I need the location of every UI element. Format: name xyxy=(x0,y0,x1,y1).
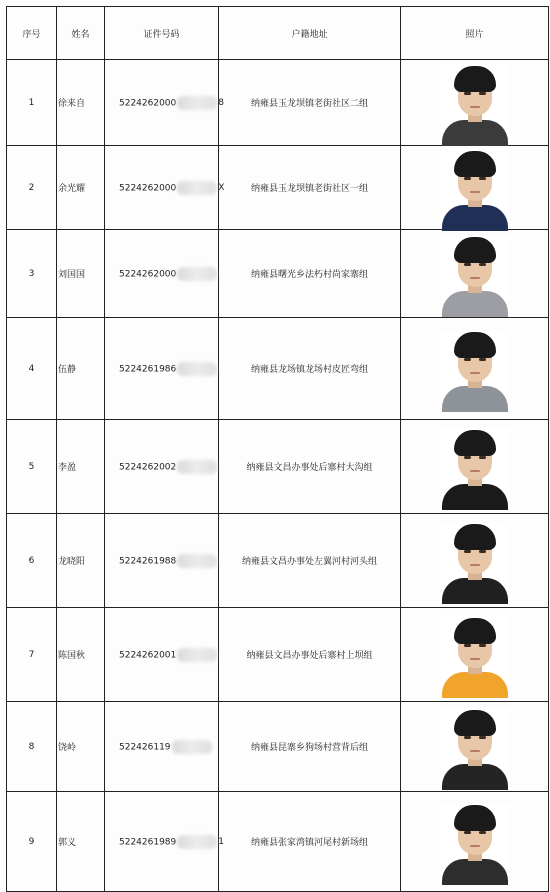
row-index: 3 xyxy=(7,230,57,318)
row-name: 龙晓阳 xyxy=(57,514,105,608)
row-index: 1 xyxy=(7,60,57,146)
row-address: 纳雍县文昌办事处后寨村大沟组 xyxy=(219,420,401,514)
row-address: 纳雍县文昌办事处左翼河村河头组 xyxy=(219,514,401,608)
header-index: 序号 xyxy=(7,7,57,60)
table-row xyxy=(7,318,549,420)
row-id-number xyxy=(105,420,219,514)
table-row xyxy=(7,420,549,514)
row-photo-cell xyxy=(401,146,549,230)
portrait-hair xyxy=(454,66,496,92)
row-name: 李盈 xyxy=(57,420,105,514)
id-number-prefix: 5224261988 xyxy=(119,556,177,566)
person-table xyxy=(6,6,549,892)
table-row xyxy=(7,146,549,230)
header-photo: 照片 xyxy=(401,7,549,60)
row-photo-cell xyxy=(401,420,549,514)
row-photo-cell xyxy=(401,792,549,892)
row-index: 8 xyxy=(7,702,57,792)
portrait-body xyxy=(442,672,508,698)
row-index: 2 xyxy=(7,146,57,230)
row-name: 郭义 xyxy=(57,792,105,892)
id-number-prefix: 5224262000 xyxy=(119,98,177,108)
portrait-eye xyxy=(479,456,486,459)
portrait-eye xyxy=(479,644,486,647)
id-number-prefix: 522426119 xyxy=(119,742,171,752)
row-address: 纳雍县龙场镇龙场村皮匠弯组 xyxy=(219,318,401,420)
portrait-hair xyxy=(454,710,496,736)
row-address: 纳雍县曙光乡法朽村尚家寨组 xyxy=(219,230,401,318)
table-row xyxy=(7,702,549,792)
row-name: 徐来自 xyxy=(57,60,105,146)
row-name: 余光耀 xyxy=(57,146,105,230)
row-photo-cell xyxy=(401,318,549,420)
row-index: 4 xyxy=(7,318,57,420)
row-name: 刘国国 xyxy=(57,230,105,318)
row-photo-cell xyxy=(401,230,549,318)
id-number-suffix: X xyxy=(218,183,225,193)
portrait-mouth xyxy=(470,277,480,279)
portrait-hair xyxy=(454,524,496,550)
id-number-prefix: 5224262000 xyxy=(119,183,177,193)
row-id-number xyxy=(105,792,224,892)
redaction-blur xyxy=(177,835,217,849)
row-photo-cell xyxy=(401,702,549,792)
portrait-photo xyxy=(440,64,510,142)
redaction-blur xyxy=(177,362,217,376)
portrait-eye xyxy=(464,456,471,459)
row-id-number xyxy=(105,60,224,146)
portrait-photo xyxy=(440,149,510,227)
portrait-eye xyxy=(464,358,471,361)
id-number-suffix: 1 xyxy=(218,837,224,847)
portrait-eye xyxy=(479,177,486,180)
portrait-photo xyxy=(440,428,510,506)
portrait-eye xyxy=(464,831,471,834)
portrait-eye xyxy=(479,550,486,553)
portrait-photo xyxy=(440,803,510,881)
portrait-eye xyxy=(479,263,486,266)
table-row xyxy=(7,60,549,146)
header-address: 户籍地址 xyxy=(219,7,401,60)
portrait-eye xyxy=(464,92,471,95)
portrait-mouth xyxy=(470,372,480,374)
redaction-blur xyxy=(177,460,217,474)
portrait-hair xyxy=(454,151,496,177)
portrait-eye xyxy=(464,736,471,739)
table-row xyxy=(7,514,549,608)
row-index: 5 xyxy=(7,420,57,514)
portrait-body xyxy=(442,205,508,231)
row-id-number xyxy=(105,608,219,702)
table-row xyxy=(7,230,549,318)
portrait-eye xyxy=(479,92,486,95)
portrait-photo xyxy=(440,708,510,786)
portrait-eye xyxy=(464,550,471,553)
portrait-mouth xyxy=(470,470,480,472)
row-address: 纳雍县玉龙坝镇老街社区一组 xyxy=(219,146,401,230)
portrait-body xyxy=(442,859,508,885)
portrait-mouth xyxy=(470,750,480,752)
redaction-blur xyxy=(177,96,217,110)
portrait-hair xyxy=(454,805,496,831)
portrait-mouth xyxy=(470,564,480,566)
row-name: 陈国秋 xyxy=(57,608,105,702)
table-row xyxy=(7,792,549,892)
portrait-photo xyxy=(440,616,510,694)
id-number-prefix: 5224262001 xyxy=(119,650,177,660)
header-id-number: 证件号码 xyxy=(105,7,219,60)
row-id-number xyxy=(105,514,219,608)
row-photo-cell xyxy=(401,60,549,146)
portrait-body xyxy=(442,484,508,510)
table-header-row xyxy=(7,7,549,60)
redaction-blur xyxy=(177,554,217,568)
redaction-blur xyxy=(177,648,217,662)
portrait-hair xyxy=(454,618,496,644)
portrait-mouth xyxy=(470,106,480,108)
portrait-mouth xyxy=(470,845,480,847)
row-address: 纳雍县文昌办事处后寨村上坝组 xyxy=(219,608,401,702)
portrait-mouth xyxy=(470,191,480,193)
table-row xyxy=(7,608,549,702)
row-address: 纳雍县昆寨乡狗场村营背后组 xyxy=(219,702,401,792)
portrait-body xyxy=(442,120,508,146)
row-id-number xyxy=(105,318,219,420)
portrait-eye xyxy=(464,263,471,266)
portrait-body xyxy=(442,291,508,317)
row-index: 7 xyxy=(7,608,57,702)
portrait-eye xyxy=(479,831,486,834)
portrait-eye xyxy=(479,358,486,361)
portrait-photo xyxy=(440,330,510,408)
row-name: 伍静 xyxy=(57,318,105,420)
header-name: 姓名 xyxy=(57,7,105,60)
row-photo-cell xyxy=(401,514,549,608)
row-address: 纳雍县张家湾镇河尾村新场组 xyxy=(219,792,401,892)
portrait-photo xyxy=(440,235,510,313)
portrait-eye xyxy=(464,644,471,647)
portrait-hair xyxy=(454,430,496,456)
row-id-number xyxy=(105,230,219,318)
table-body xyxy=(7,60,549,892)
id-number-prefix: 5224262000 xyxy=(119,269,177,279)
id-number-prefix: 5224262002 xyxy=(119,462,177,472)
row-id-number xyxy=(105,146,225,230)
portrait-body xyxy=(442,578,508,604)
row-address: 纳雍县玉龙坝镇老街社区二组 xyxy=(219,60,401,146)
id-number-suffix: 8 xyxy=(218,98,224,108)
redaction-blur xyxy=(177,267,217,281)
portrait-eye xyxy=(464,177,471,180)
portrait-hair xyxy=(454,332,496,358)
portrait-photo xyxy=(440,522,510,600)
portrait-mouth xyxy=(470,658,480,660)
row-name: 饶岭 xyxy=(57,702,105,792)
row-id-number xyxy=(105,702,219,792)
row-index: 6 xyxy=(7,514,57,608)
portrait-hair xyxy=(454,237,496,263)
portrait-eye xyxy=(479,736,486,739)
redaction-blur xyxy=(177,181,217,195)
id-number-prefix: 5224261986 xyxy=(119,364,177,374)
id-number-prefix: 5224261989 xyxy=(119,837,177,847)
portrait-body xyxy=(442,386,508,412)
row-photo-cell xyxy=(401,608,549,702)
redaction-blur xyxy=(172,740,212,754)
row-index: 9 xyxy=(7,792,57,892)
portrait-body xyxy=(442,764,508,790)
